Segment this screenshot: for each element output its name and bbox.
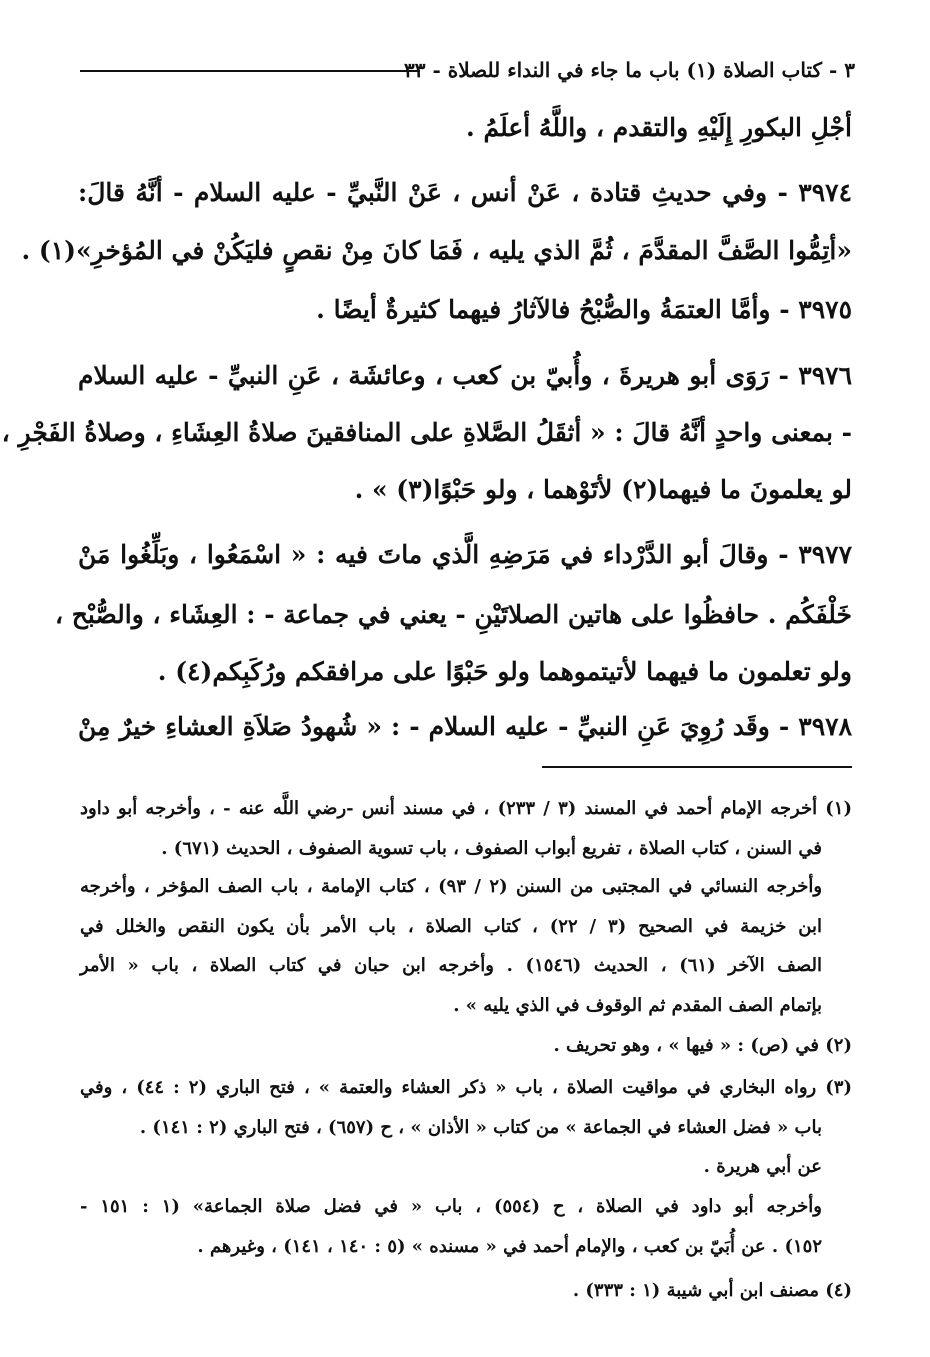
hadith-3976-line-2: - بمعنى واحدٍ أنَّهُ قالَ : « أثقَلُ الصَّلاةِ على المنافقينَ صلاةُ العِشَاءِ ، وصلاةُ الفَجْرِ ، <box>1 418 852 447</box>
hadith-3974-line-2: «أتِمُّوا الصَّفَّ المقدَّمَ ، ثُمَّ الذي يليه ، فَمَا كانَ مِنْ نقصٍ فليَكُنْ في المُؤخرِ»(١) . <box>21 236 852 265</box>
footnote-4: (٤) مصنف ابن أبي شيبة (١ : ٣٣٣) . <box>572 1280 852 1301</box>
footnote-3-line-3: عن أبي هريرة . <box>703 1156 822 1177</box>
hadith-3975-line-1: ٣٩٧٥ - وأمَّا العتمَةُ والصُّبْحُ فالآثارُ فيهما كثيرةٌ أيضًا . <box>316 295 852 324</box>
header-rule <box>80 70 420 72</box>
hadith-3977-line-3: ولو تعلمون ما فيهما لأتيتموهما ولو حَبْوًا على مرافقكم ورُكَبِكم(٤) . <box>157 657 852 686</box>
header-title: ٣ - كتاب الصلاة (١) باب ما جاء في النداء للصلاة - ٣٣ <box>404 58 855 82</box>
footnote-3-line-2: باب « فضل العشاء في الجماعة » من كتاب « الأذان » ، ح (٦٥٧) ، فتح الباري (٢ : ١٤١) . <box>139 1117 822 1138</box>
footnote-3-line-5: ١٥٢) . عن أُبَيّ بن كعب ، والإمام أحمد في « مسنده » (٥ : ١٤٠ ، ١٤١) ، وغيرهم . <box>197 1236 822 1257</box>
hadith-3978-line-1: ٣٩٧٨ - وقَد رُوِيَ عَنِ النبيِّ - عليه السلام - : « شُهودُ صَلاَةِ العشاءِ خيرٌ مِنْ <box>78 712 852 741</box>
hadith-3977-line-1: ٣٩٧٧ - وقالَ أبو الدَّرْداء في مَرَضِهِ الَّذي ماتَ فيه : « اسْمَعُوا ، وبَلِّغُوا مَنْ <box>78 540 852 569</box>
footnote-1-line-1: (١) أخرجه الإمام أحمد في المسند (٣ / ٢٣٣) ، في مسند أنس -رضي اللَّه عنه - ، وأخرجه أبو داود <box>80 798 852 819</box>
footnote-1-line-2: في السنن ، كتاب الصلاة ، تفريع أبواب الصفوف ، باب تسوية الصفوف ، الحديث (٦٧١) . <box>161 838 822 859</box>
body-line-1: أجْلِ البكورِ إِلَيْهِ والتقدم ، واللَّهُ أعلَمُ . <box>466 113 852 142</box>
footnote-separator <box>542 766 852 768</box>
footnote-1-line-4: ابن خزيمة في الصحيح (٣ / ٢٢) ، كتاب الصلاة ، باب الأمر بأن يكون النقص والخلل في <box>80 916 823 937</box>
hadith-3974-line-1: ٣٩٧٤ - وفي حديثِ قتادة ، عَنْ أنس ، عَنْ النَّبيِّ - عليه السلام - أنَّهُ قالَ: <box>78 178 852 207</box>
footnote-1-line-5: الصف الآخر (٦١) ، الحديث (١٥٤٦) . وأخرجه ابن حبان في كتاب الصلاة ، باب « الأمر <box>80 955 822 976</box>
hadith-3977-line-2: خَلْفَكُم . حافظُوا على هاتين الصلاتَيْنِ - يعني في جماعة - : العِشَاء ، والصُّبْح ، <box>55 600 852 629</box>
hadith-3976-line-1: ٣٩٧٦ - رَوَى أبو هريرةَ ، وأُبيّ بن كعب ، وعائشَة ، عَنِ النبيِّ - عليه السلام <box>78 361 852 390</box>
hadith-3976-line-3: لو يعلمونَ ما فيهما(٢) لأتَوْهما ، ولو حَبْوًا(٣) » . <box>354 475 852 504</box>
footnote-1-line-3: وأخرجه النسائي في المجتبى من السنن (٢ / ٩٣) ، كتاب الإمامة ، باب الصف المؤخر ، وأخرجه <box>80 876 823 897</box>
footnote-3-line-4: وأخرجه أبو داود في الصلاة ، ح (٥٥٤) ، باب « في فضل صلاة الجماعة» (١ : ١٥١ - <box>80 1196 822 1217</box>
footnote-2: (٢) في (ص) : « فيها » ، وهو تحريف . <box>553 1035 852 1056</box>
running-header <box>80 58 855 94</box>
footnote-3-line-1: (٣) رواه البخاري في مواقيت الصلاة ، باب « ذكر العشاء والعتمة » ، فتح الباري (٢ : ٤٤) ، وفي <box>80 1077 852 1098</box>
footnote-1-line-6: بإتمام الصف المقدم ثم الوقوف في الذي يليه » . <box>453 995 822 1016</box>
